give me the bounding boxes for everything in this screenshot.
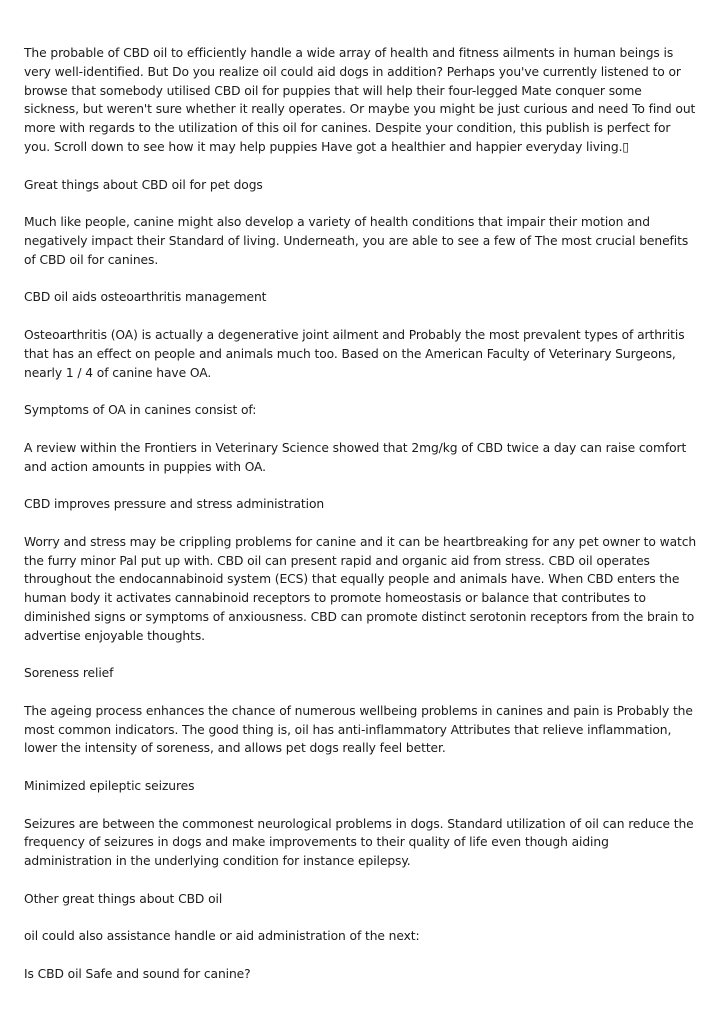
intro-paragraph: The probable of CBD oil to efficiently handle a wide array of health and fitness ailments in human beings is very well-identified. But Do you realize oil could aid dogs in addition? Perhaps you've currently listened to or browse that somebody utilised CBD oil for puppies that will help their four-legged Mate conquer some sickness, but weren't sure whether it really operates. Or maybe you might be just curious and need To find out more with regards to the utilization of this oil for canines. Despite your condition, this publish is perfect for you. Scroll down to see how it may help puppies Have got a healthier and happier everyday living.▯ [24,46,696,154]
section-heading: Minimized epileptic seizures [24,779,195,794]
section-heading: Is CBD oil Safe and sound for canine? [24,967,251,982]
body-paragraph: Worry and stress may be crippling problems for canine and it can be heartbreaking for any pet owner to watch the furry minor Pal put up with. CBD oil can present rapid and organic aid from stress. CBD oil operates throughout the endocannabinoid system (ECS) that equally people and animals have. When CBD enters the human body it activates cannabinoid receptors to promote homeostasis or balance that contributes to diminished signs or symptoms of anxiousness. CBD can promote distinct serotonin receptors from the brain to advertise enjoyable thoughts. [24,534,697,643]
body-paragraph: Symptoms of OA in canines consist of: [24,403,257,418]
body-paragraph: Seizures are between the commonest neurological problems in dogs. Standard utilization of oil can reduce the frequency of seizures in dogs and make improvements to their quality of life even though aiding administration in the underlying condition for instance epilepsy. [24,816,694,869]
body-paragraph: A review within the Frontiers in Veterinary Science showed that 2mg/kg of CBD twice a day can raise comfort and action amounts in puppies with OA. [24,440,687,474]
section-heading: Soreness relief [24,666,114,681]
section-heading: CBD oil aids osteoarthritis management [24,290,267,305]
section-heading: Great things about CBD oil for pet dogs [24,177,263,192]
body-paragraph: The ageing process enhances the chance of numerous wellbeing problems in canines and pain is Probably the most common indicators. The good thing is, oil has anti-inflammatory Attributes that relieve inflammation, lower the intensity of soreness, and allows pet dogs really feel better. [24,703,693,756]
section-heading: Other great things about CBD oil [24,891,223,906]
document-body [24,44,700,1003]
body-paragraph: oil could also assistance handle or aid administration of the next: [24,929,420,944]
body-paragraph: Much like people, canine might also develop a variety of health conditions that impair their motion and negatively impact their Standard of living. Underneath, you are able to see a few of The most crucial benefits of CBD oil for canines. [24,215,689,267]
section-heading: CBD improves pressure and stress administration [24,497,325,512]
body-paragraph: Osteoarthritis (OA) is actually a degenerative joint ailment and Probably the most prevalent types of arthritis that has an effect on people and animals much too. Based on the American Faculty of Veterinary Surgeons, nearly 1 / 4 of canine have OA. [24,327,685,380]
